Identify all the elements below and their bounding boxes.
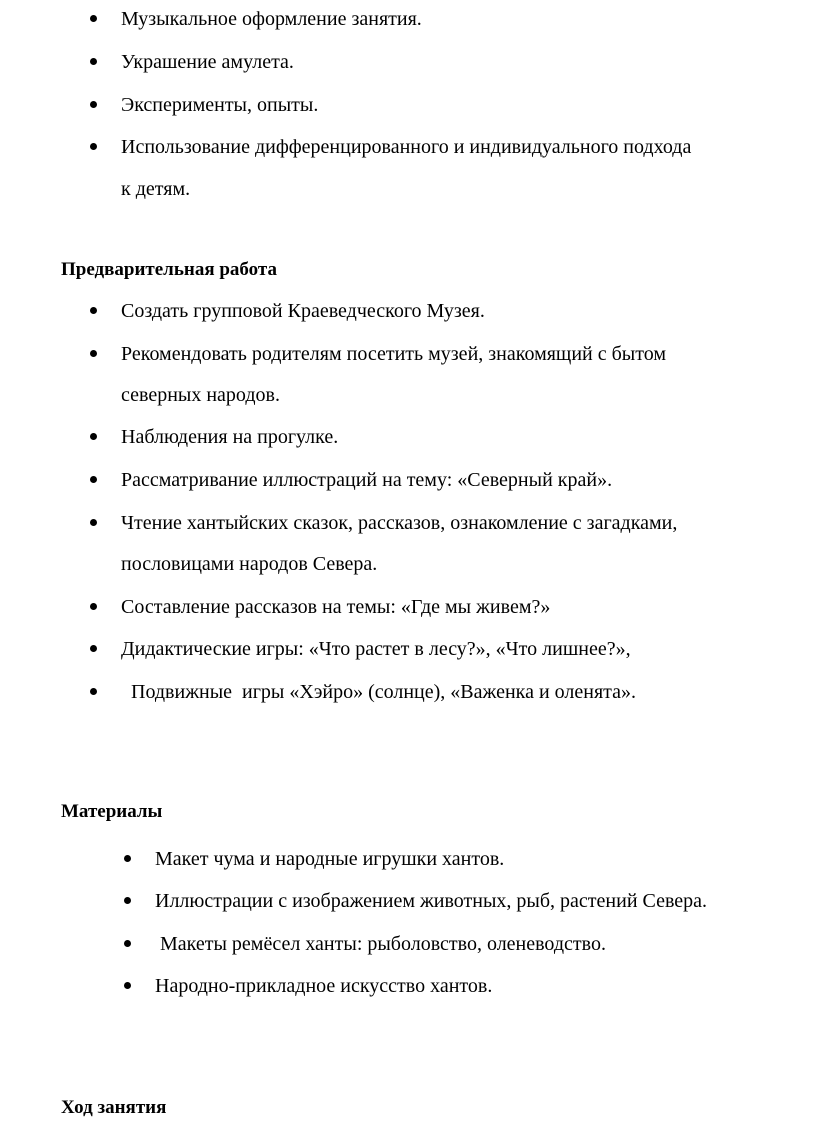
bullet xyxy=(90,433,97,440)
bullet xyxy=(90,688,97,695)
section-heading-materials: Материалы xyxy=(61,801,163,822)
list-item: Составление рассказов на темы: «Где мы живем?» xyxy=(121,596,551,618)
bullet xyxy=(124,855,131,862)
list-item: Иллюстрации с изображением животных, рыб, растений Севера. xyxy=(155,890,708,912)
section-heading-course: Ход занятия xyxy=(61,1097,167,1118)
bullet xyxy=(90,307,97,314)
bullet xyxy=(90,645,97,652)
bullet xyxy=(90,58,97,65)
bullet xyxy=(90,143,97,150)
section-heading-preparatory-work: Предварительная работа xyxy=(61,259,277,280)
bullet xyxy=(90,101,97,108)
list-item: Использование дифференцированного и индивидуального подхода xyxy=(121,136,692,158)
list-item: Рекомендовать родителям посетить музей, знакомящий с бытом xyxy=(121,343,666,365)
list-item: Эксперименты, опыты. xyxy=(121,94,319,116)
list-item: Макеты ремёсел ханты: рыболовство, оленеводство. xyxy=(155,933,606,955)
list-item: Музыкальное оформление занятия. xyxy=(121,8,422,30)
bullet xyxy=(90,476,97,483)
list-item: Подвижные игры «Хэйро» (солнце), «Важенка и оленята». xyxy=(121,681,636,703)
bullet xyxy=(124,982,131,989)
list-item: Дидактические игры: «Что растет в лесу?», «Что лишнее?», xyxy=(121,638,631,660)
list-item-continuation: северных народов. xyxy=(121,384,280,406)
list-item: Наблюдения на прогулке. xyxy=(121,426,339,448)
bullet xyxy=(124,940,131,947)
list-item: Чтение хантыйских сказок, рассказов, ознакомление с загадками, xyxy=(121,512,678,534)
bullet xyxy=(90,519,97,526)
list-item: Рассматривание иллюстраций на тему: «Северный край». xyxy=(121,469,613,491)
bullet xyxy=(90,350,97,357)
list-item: Создать групповой Краеведческого Музея. xyxy=(121,300,485,322)
list-item: Украшение амулета. xyxy=(121,51,294,73)
bullet xyxy=(90,15,97,22)
list-item: Макет чума и народные игрушки хантов. xyxy=(155,848,505,870)
list-item: Народно-прикладное искусство хантов. xyxy=(155,975,493,997)
bullet xyxy=(124,897,131,904)
list-item-continuation: пословицами народов Севера. xyxy=(121,553,378,575)
bullet xyxy=(90,603,97,610)
list-item-continuation: к детям. xyxy=(121,178,191,200)
